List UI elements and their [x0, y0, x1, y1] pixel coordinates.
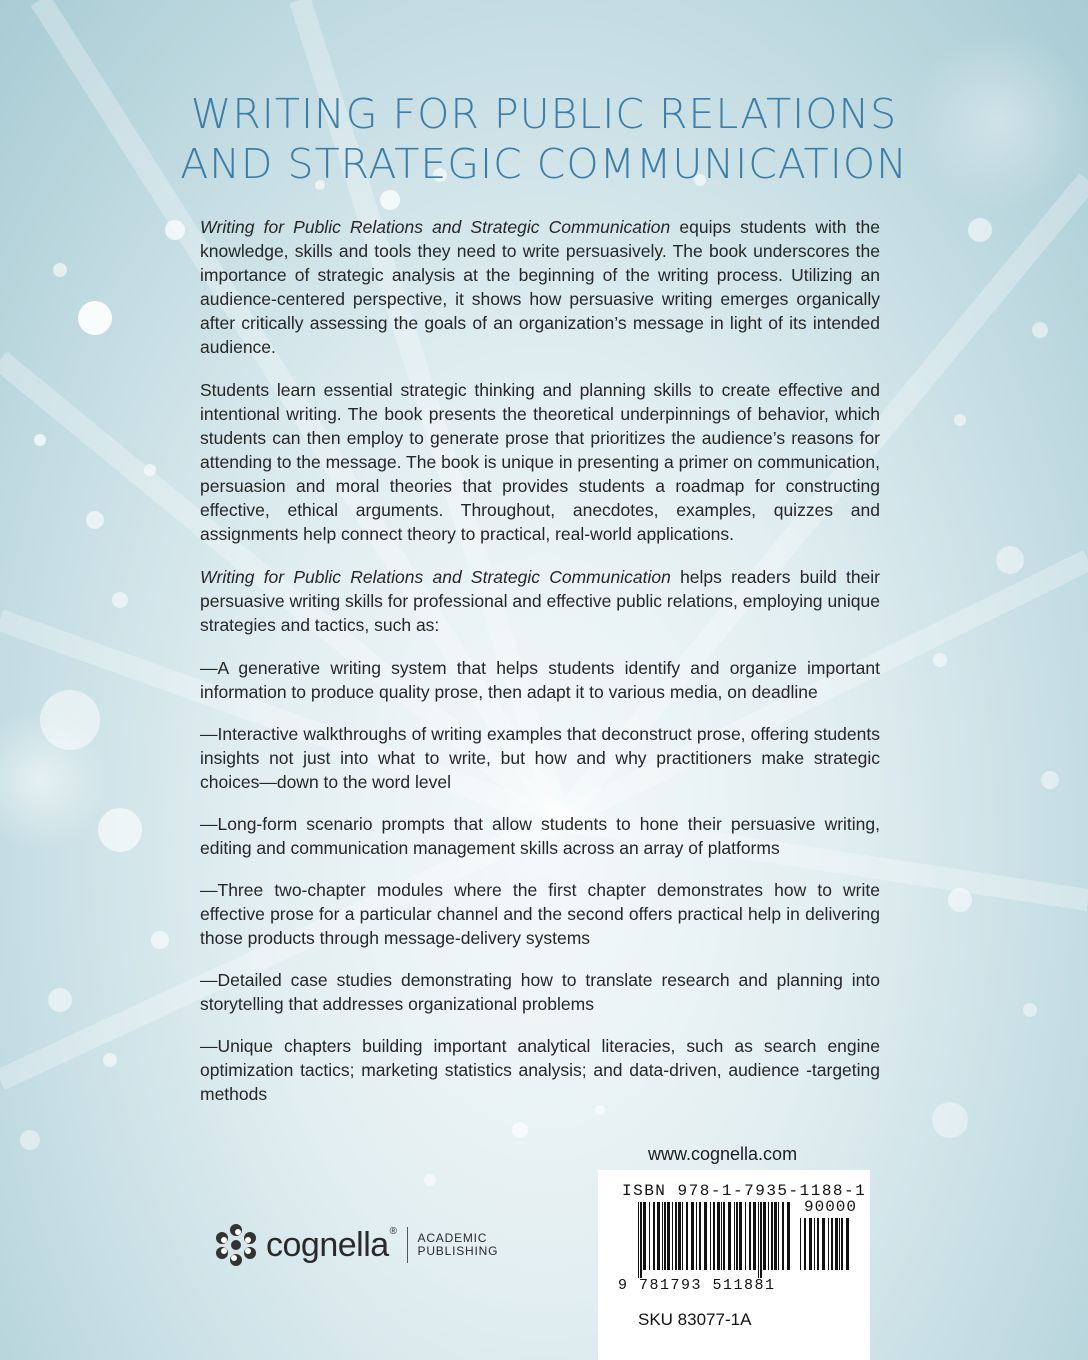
feature-bullet: —Unique chapters building important analytical literacies, such as search engine optimization tactics; marketing statistics analysis; and data-driven, audience -targeting methods — [200, 1036, 880, 1104]
publisher-url: www.cognella.com — [648, 1144, 798, 1164]
barcode-digits: 9 781793 511881 — [618, 1277, 776, 1294]
academic-publishing-label: ACADEMIC PUBLISHING — [417, 1231, 499, 1258]
cognella-logo — [214, 1222, 498, 1268]
paragraph-3 — [200, 565, 880, 637]
cognella-pinwheel-icon — [214, 1223, 258, 1267]
title-line-2: AND STRATEGIC COMMUNICATION — [180, 140, 908, 188]
registered-mark: ® — [389, 1225, 397, 1237]
barcode-panel — [598, 1170, 870, 1360]
price-code: 90000 — [804, 1198, 858, 1216]
feature-bullet: —Long-form scenario prompts that allow students to hone their persuasive writing, editing and communication management skills across an array of platforms — [200, 814, 880, 858]
description-text — [200, 215, 880, 1124]
isbn-text: ISBN 978-1-7935-1188-1 — [622, 1182, 867, 1200]
paragraph-1-text: equips students with the knowledge, skills and tools they need to write persuasively. The book underscores the importance of strategic analysis at the beginning of the writing process. Utilizing an audience-centered perspective, it shows how persuasive writing emerges organically after critically assessing the goals of an organization’s message in light of its intended audience. — [200, 217, 881, 357]
feature-bullet: —Three two-chapter modules where the first chapter demonstrates how to write effective prose for a particular channel and the second offers practical help in delivering those products through message-delivery systems — [200, 880, 880, 948]
book-title-italic: Writing for Public Relations and Strategic Communication — [200, 217, 671, 237]
sku-text: SKU 83077-1A — [638, 1310, 752, 1329]
paragraph-2: Students learn essential strategic thinking and planning skills to create effective and intentional writing. The book presents the theoretical underpinnings of behavior, which students can then employ to generate prose that prioritizes the audience’s reasons for attending to the message. The book is unique in presenting a primer on communication, persuasion and moral theories that provides students a roadmap for constructing effective, ethical arguments. Throughout, anecdotes, examples, quizzes and assignments help connect theory to practical, real-world applications. — [200, 380, 880, 544]
book-title-italic: Writing for Public Relations and Strategic Communication — [200, 567, 671, 587]
feature-bullet: —A generative writing system that helps students identify and organize important information to produce quality prose, then adapt it to various media, on deadline — [200, 658, 880, 702]
logo-wordmark: cognella® — [266, 1225, 397, 1264]
feature-bullet: —Detailed case studies demonstrating how to translate research and planning into storytelling that addresses organizational problems — [200, 970, 880, 1014]
paragraph-3-text: helps readers build their persuasive writing skills for professional and effective public relations, employing unique strategies and tactics, such as: — [200, 567, 881, 635]
feature-bullet: —Interactive walkthroughs of writing examples that deconstruct prose, offering students insights not just into what to write, but how and why practitioners make strategic choices—down to the word level — [200, 724, 880, 792]
logo-divider — [407, 1227, 408, 1263]
title-line-1: WRITING FOR PUBLIC RELATIONS — [190, 90, 898, 138]
paragraph-1 — [200, 215, 880, 359]
